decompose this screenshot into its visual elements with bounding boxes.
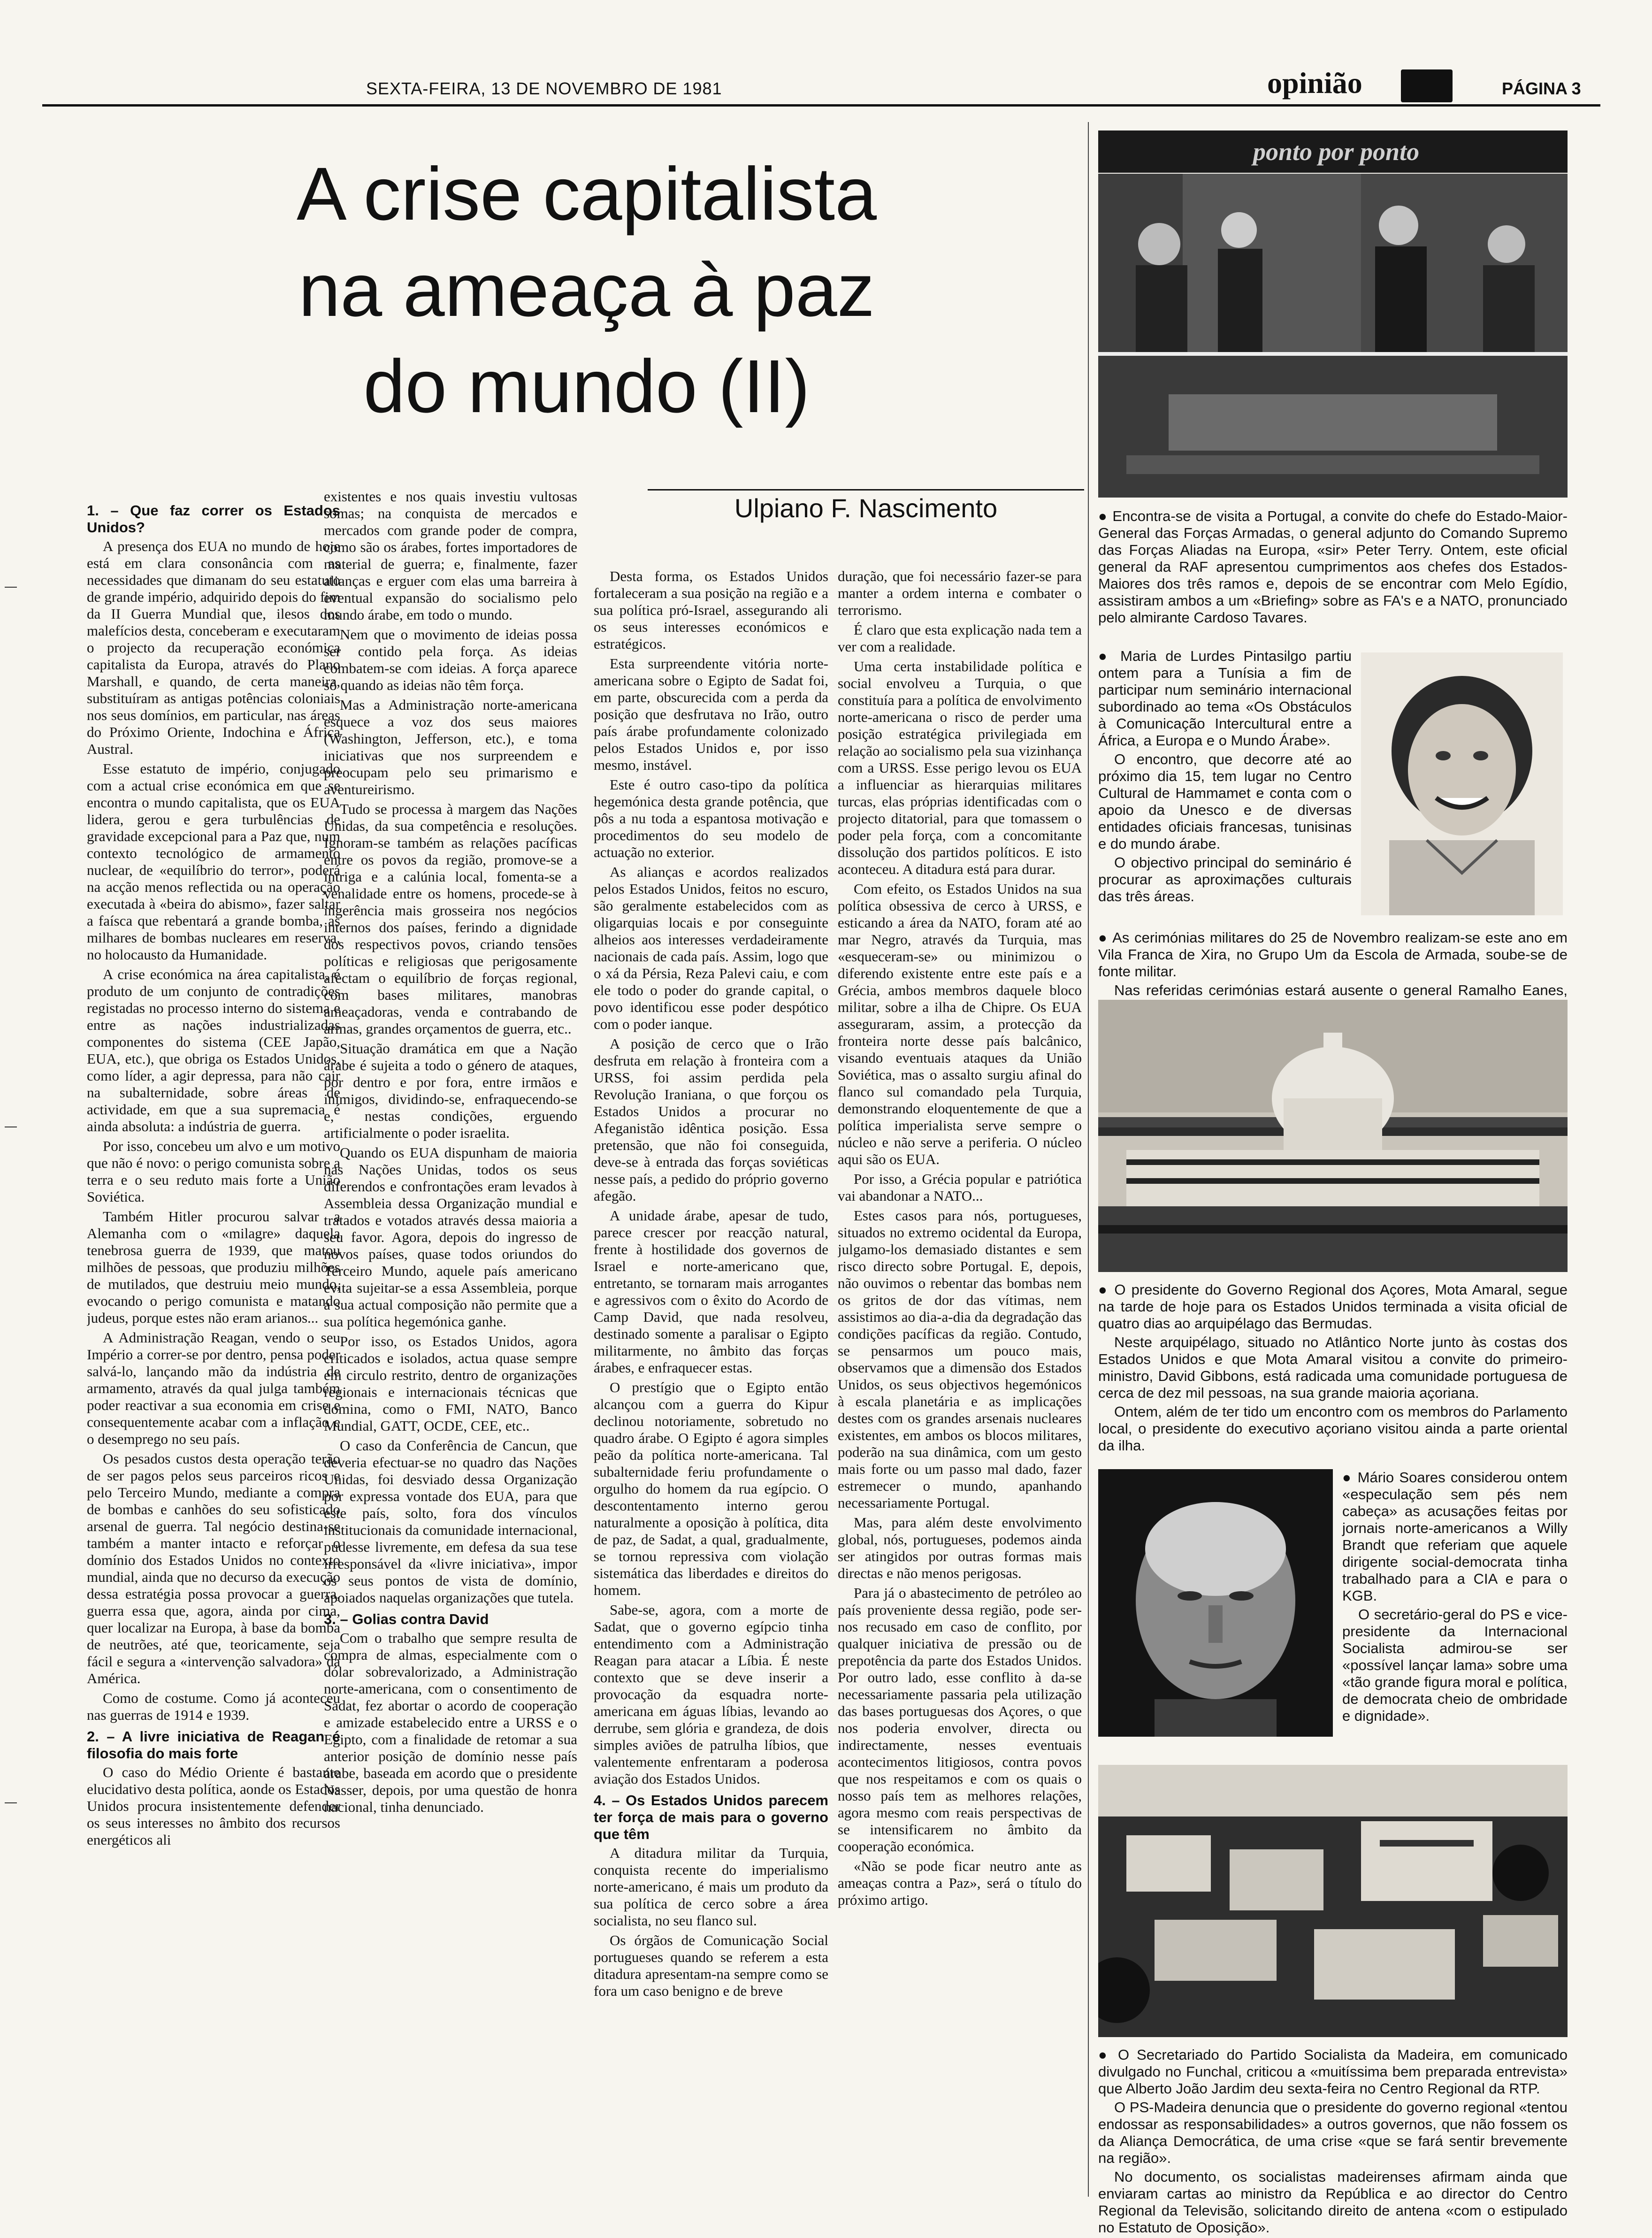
item-text: Neste arquipélago, situado no Atlântico Norte junto às costas dos Estados Unidos e que Mota Amaral visitou a convite do primeiro-ministro, David Gibbons, está radicada uma comunidade portuguesa de cerca de dez mil pessoas, na sua grande maioria açoriana. (1098, 1334, 1568, 1401)
madeira-image (1098, 1765, 1568, 2037)
paragraph: O caso da Conferência de Cancun, que deveria efectuar-se no quadro das Nações Unidas, foi desviado dessa Organização por expressa vontade dos EUA, para que este país, solto, fora dos vínculos institucionais da comunidade internacional, pudesse livremente, em defesa da sua tese irresponsável da «livre iniciativa», impor os seus pontos de vista de domínio, apoiados naquelas organizações que tutela. (324, 1437, 577, 1606)
paragraph: duração, que foi necessário fazer-se para manter a ordem interna e combater o terrorismo. (838, 568, 1082, 618)
item-text: ● Mário Soares considerou ontem «especulação sem pés nem cabeça» as acusações feitas por jornais norte-americanos a Willy Brandt que referiam que aquele dirigente social-democrata tinha trabalhado para a CIA e para o KGB. (1342, 1469, 1568, 1604)
paragraph: existentes e nos quais investiu vultosas somas; na conquista de mercados e mercados com grande poder de compra, como são os árabes, fortes importadores de material de guerra; e, finalmente, fazer alianças e erguer com elas uma barreira à eventual expansão do socialismo pelo mundo árabe, em todo o mundo. (324, 488, 577, 623)
paragraph: Mas a Administração norte-americana esquece a voz dos seus maiores (Washington, Jefferson, etc.), e toma iniciativas que nos surpreendem e preocupam pelo seu primarismo e aventureirismo. (324, 697, 577, 797)
news-item-ps-madeira (1098, 2046, 1568, 2238)
item-text: ● O Secretariado do Partido Socialista da Madeira, em comunicado divulgado no Funchal, criticou a «muitíssima bem preparada entrevista» que Alberto João Jardim deu sexta-feira no Centro Regional da RTP. (1098, 2046, 1568, 2097)
article-column-3 (594, 568, 828, 2192)
paragraph: Desta forma, os Estados Unidos fortaleceram a sua posição na região e a sua política pró-Israel, assegurando ali os seus interesses económicos e estratégicos. (594, 568, 828, 652)
item-text: O PS-Madeira denuncia que o presidente do governo regional «tentou endossar as responsabilidades» a outros governos, que não fossem os da Aliança Democrática, de uma crise «que se fará sentir brevemente na região». (1098, 2099, 1568, 2166)
sidebar-banner (1098, 130, 1568, 173)
paragraph: Com efeito, os Estados Unidos na sua política obsessiva de cerco à URSS, e esticando a área da NATO, foram até ao mar Negro, através da Turquia, mas «esqueceram-se» ou minimizou o diferendo existente entre este país e a Grécia, ambos membros daquele bloco militar, sobre a ilha de Chipre. Os EUA asseguraram, assim, a protecção da fronteira norte desse país balcânico, visando eventuais ataques da União Soviética, mas o assalto surgiu afinal do flanco sul comandado pela Turquia, demonstrando eloquentemente de que a política imperialista serve sempre o núcleo e não serve a periferia. O núcleo aqui são os EUA. (838, 881, 1082, 1167)
paragraph: A presença dos EUA no mundo de hoje está em clara consonância com as necessidades que dimanam do seu estatuto de grande império, adquirido depois do fim da II Guerra Mundial que, ilesos dos malefícios desta, conceberam e executaram o projecto da recuperação económica capitalista da Europa, através do Plano Marshall, e quando, de certa maneira, substituíram as antigas potências coloniais nos seus domínios, em particular, nas áreas do Próximo Oriente, Indochina e África Austral. (87, 538, 340, 757)
article-byline: Ulpiano F. Nascimento (734, 493, 998, 523)
margin-mark (5, 587, 17, 588)
section-heading: 2. – A livre iniciativa de Reagan é filosofia do mais forte (87, 1728, 340, 1762)
paragraph: A crise económica na área capitalista, é produto de um conjunto de contradições registadas no processo interno do sistema e entre as nações industrializadas componentes do sistema (CEE Japão, EUA, etc.), que obriga os Estados Unidos, como líder, a agir depressa, para não cair na subalternidade, sobre áreas de actividade, em que a sua supremacia é ainda absoluta: a indústria de guerra. (87, 966, 340, 1134)
paragraph: Situação dramática em que a Nação árabe é sujeita a todo o género de ataques, por dentro e por fora, entre irmãos e inimigos, dividindo-se, enfraquecendo-se e, nestas condições, erguendo artificialmente o poder israelita. (324, 1040, 577, 1141)
page-number: PÁGINA 3 (1502, 79, 1581, 98)
photo-military-meeting (1098, 174, 1568, 498)
brandt-portrait-image (1098, 1469, 1333, 1737)
item-text: No documento, os socialistas madeirenses afirmam ainda que enviaram cartas ao ministro da República e ao director do Centro Regional da Televisão, solicitando direito de antena «com o estipulado no Estatuto de Oposição». (1098, 2169, 1568, 2236)
brand-logo-icon (1401, 69, 1453, 102)
item-text: O secretário-geral do PS e vice-presidente da Internacional Socialista admirou-se ser «possível lançar lama» sobre uma «tão grande figura moral e política, de democrata cheio de ombridade e dignidade». (1342, 1606, 1568, 1724)
portrait-image (1361, 652, 1563, 915)
article-column-4 (838, 568, 1082, 2192)
item-text: Ontem, além de ter tido um encontro com os membros do Parlamento local, o presidente do executivo açoriano visitou ainda a parte oriental da ilha. (1098, 1403, 1568, 1454)
paragraph: Com o trabalho que sempre resulta de compra de almas, especialmente com o dólar sobrevalorizado, a Administração norte-americana, com o consentimento de Sadat, fez abortar o acordo de cooperação e amizade estabelecido entre a URSS e o Egipto, com a finalidade de retomar a sua anterior posição de domínio nesse país árabe, baseada em acordo que o presidente Nasser, depois, por uma questão de honra nacional, tinha denunciado. (324, 1630, 577, 1815)
paragraph: Este é outro caso-tipo da política hegemónica desta grande potência, que pôs a nu toda a espantosa motivação e procedimentos do seu modelo de actuação no exterior. (594, 776, 828, 860)
item-text: O encontro, que decorre até ao próximo dia 15, tem lugar no Centro Cultural de Hammamet e conta com o apoio da Unesco e de diversas entidades oficiais francesas, tunisinas e do mundo árabe. (1098, 751, 1352, 852)
headline-line: na ameaça à paz (298, 248, 875, 332)
item-text: ● As cerimónias militares do 25 de Novembro realizam-se este ano em Vila Franca de Xira, no Grupo Um da Escola de Armada, soube-se de fonte militar. (1098, 929, 1568, 980)
item-text: ● O presidente do Governo Regional dos Açores, Mota Amaral, segue na tarde de hoje para os Estados Unidos terminada a visita oficial de quatro dias ao arquipélago das Bermudas. (1098, 1281, 1568, 1332)
news-item-pintasilgo (1098, 648, 1352, 907)
paragraph: Para já o abastecimento de petróleo ao país proveniente dessa região, pode ser-nos recusado em caso de conflito, por qualquer iniciativa de pressão ou de prepotência da parte dos Estados Unidos. Por outro lado, esse conflito à da-se necessariamente passaria pela utilização das bases portuguesas dos Açores, o que nos poderia envolver, directa ou indirectamente, nesses eventuais acontecimentos litigiosos, contra povos que nos respeitamos e com os quais o nosso país tem as melhores relações, agora mesmo com reais perspectivas de se intensificarem no âmbito da cooperação económica. (838, 1585, 1082, 1855)
news-item-peter-terry (1098, 508, 1568, 628)
paragraph: Estes casos para nós, portugueses, situados no extremo ocidental da Europa, julgamo-los demasiado distantes e sem risco directo sobre Portugal. E, depois, não ouvimos o rebentar das bombas nem os gritos de dor das vítimas, nem assistimos ao dia-a-dia da degradação das condições pacíficas da região. Contudo, se pensarmos um pouco mais, observamos que a dimensão dos Estados Unidos, os seus objectivos hegemónicos à escala planetária e as implicações destes com os grandes arsenais nucleares existentes, em ambos os blocos militares, poderão na sua dinâmica, com um gesto mais forte ou um passo mal dado, fazer estremecer o mundo, apanhando necessariamente Portugal. (838, 1207, 1082, 1511)
paragraph: Esta surpreendente vitória norte-americana sobre o Egipto de Sadat foi, em parte, obscurecida com a perda da posição que desfrutava no Irão, outro país árabe profundamente colonizado pelos Estados Unidos e, por isso mesmo, instável. (594, 655, 828, 773)
item-text: ● Maria de Lurdes Pintasilgo partiu ontem para a Tunísia a fim de participar num seminário internacional subordinado ao tema «Os Obstáculos à Comunicação Intercultural entre a África, a Europa e o Mundo Árabe». (1098, 648, 1352, 749)
issue-date: SEXTA-FEIRA, 13 DE NOVEMBRO DE 1981 (366, 79, 722, 98)
paragraph: Como de costume. Como já aconteceu nas guerras de 1914 e 1939. (87, 1690, 340, 1723)
photo-madeira-hillside (1098, 1765, 1568, 2037)
paragraph: Também Hitler procurou salvar a Alemanha com o «milagre» daquela tenebrosa guerra de 1939, que matou milhões de pessoas, que produziu milhões de mutilados, que destruiu meio mundo, evocando o perigo comunista e matando judeus, porque estes não eram arianos... (87, 1208, 340, 1326)
column-divider (1088, 122, 1089, 2197)
paragraph: Os órgãos de Comunicação Social portugueses quando se referem a esta ditadura apresentam-na sempre como se fora um caso benigno e de breve (594, 1932, 828, 1999)
header-rule (42, 104, 1600, 107)
item-text: O objectivo principal do seminário é procurar as aproximações culturais das três áreas. (1098, 854, 1352, 904)
paragraph: A posição de cerco que o Irão desfruta em relação à fronteira com a URSS, foi assim perdida pela Revolução Iraniana, o que forçou os Estados Unidos a procurar no Afeganistão idêntica posição. Essa pretensão, que não foi conseguida, deve-se à entrada das forças soviéticas nesse país, a pedido do próprio governo afegão. (594, 1035, 828, 1204)
item-text: ● Encontra-se de visita a Portugal, a convite do chefe do Estado-Maior-General das Forças Armadas, o general adjunto do Comando Supremo das Forças Aliadas na Europa, «sir» Peter Terry. Ontem, este oficial general da RAF apresentou cumprimentos aos chefes dos Estados-Maiores dos três ramos e, depois de se encontrar com Melo Egídio, assistiram ambos a um «Briefing» sobre as FA's e a NATO, pronunciado pelo almirante Cardoso Tavares. (1098, 508, 1568, 626)
photo-capitol-building (1098, 1000, 1568, 1272)
paragraph: Quando os EUA dispunham de maioria nas Nações Unidas, todos os seus diferendos e confrontações eram levados à Assembleia dessa Organização mundial e tratados e votados através dessa maioria a seu favor. Agora, depois do ingresso de novos países, quase todos oriundos do Terceiro Mundo, aquele país americano evita sujeitar-se a essa Assembleia, porque a sua actual composição não permite que a sua política hegemónica ganhe. (324, 1144, 577, 1330)
paragraph: A Administração Reagan, vendo o seu Império a correr-se por dentro, pensa poder salvá-lo, lançando mão da indústria de armamento, através da qual julga também poder reactivar a sua economia em crise e consequentemente acabar com a inflação e o desemprego no seu país. (87, 1329, 340, 1447)
news-item-mario-soares (1342, 1469, 1568, 1726)
byline-rule (648, 489, 1084, 491)
photo-portrait-pintasilgo (1361, 652, 1563, 915)
paragraph: Por isso, concebeu um alvo e um motivo que não é novo: o perigo comunista sobre a terra e o seu reduto mais forte a União Soviética. (87, 1138, 340, 1205)
paragraph: Tudo se processa à margem das Nações Unidas, da sua competência e resoluções. Ignoram-se também as relações pacíficas entre os povos da região, promove-se a intriga e a calúnia local, fomenta-se a venalidade entre os homens, procede-se à ingerência mais grosseira nos negócios internos dos países, ferindo a dignidade dos respectivos povos, criando tensões políticas e religiosas que perigosamente afectam o equilíbrio de forças regional, com bases militares, manobras ameaçadoras, venda e contrabando de armas, grandes orçamentos de guerra, etc.. (324, 801, 577, 1037)
capitol-image (1098, 1000, 1568, 1272)
photo-portrait-willy-brandt (1098, 1469, 1333, 1737)
headline-line: do mundo (II) (363, 344, 810, 428)
paragraph: «Não se pode ficar neutro ante as ameaças contra a Paz», será o título do próximo artigo. (838, 1858, 1082, 1908)
meeting-photo-image (1098, 174, 1568, 498)
paragraph: Sabe-se, agora, com a morte de Sadat, que o governo egípcio tinha entendimento com a Administração Reagan para atacar a Líbia. É neste contexto que se deve inserir a provocação da esquadra norte-americana em águas líbias, levando ao derrube, sem glória e grandeza, de dois simples aviões de patrulha líbios, que valentemente enfrentaram a poderosa aviação dos Estados Unidos. (594, 1602, 828, 1787)
paragraph: A ditadura militar da Turquia, conquista recente do imperialismo norte-americano, é mais um produto da sua política de cerco sobre a área socialista, no seu flanco sul. (594, 1845, 828, 1929)
article-column-2 (324, 488, 577, 2187)
section-heading: 3. – Golias contra David (324, 1611, 489, 1627)
paragraph: Esse estatuto de império, conjugado com a actual crise económica em que se encontra o mundo capitalista, que os EUA lidera, gerou e gera turbulências de gravidade excepcional para a Paz que, num contexto tecnológico de armamento nuclear, de «equilíbrio do terror», poderá na acção menos reflectida ou na operação executada à «beira do abismo», fazer saltar a faísca que rebentará a grande bomba, as milhares de bombas nucleares em reserva, no holocausto da Humanidade. (87, 760, 340, 963)
paragraph: Por isso, a Grécia popular e patriótica vai abandonar a NATO... (838, 1171, 1082, 1204)
paragraph: O prestígio que o Egipto então alcançou com a guerra do Kipur declinou notoriamente, sobretudo no quadro árabe. O Egipto é agora simples peão da política norte-americana. Tal subalternidade feriu profundamente o orgulho do homem da rua egípcio. O descontentamento interno gerou naturalmente a oposição à política, dita de paz, de Sadat, a qual, gradualmente, se tornou repressiva com violação sistemática das liberdades e direitos do homem. (594, 1379, 828, 1598)
paragraph: As alianças e acordos realizados pelos Estados Unidos, feitos no escuro, são geralmente estabelecidos com as oligarquias locais e por conseguinte alheios aos interesses verdadeiramente nacionais de cada país. Assim, logo que o xá da Pérsia, Reza Palevi caiu, e com ele todo o poder do grande capital, o povo identificou esse poder despótico com o poder ianque. (594, 864, 828, 1032)
paragraph: Mas, para além deste envolvimento global, nós, portugueses, podemos ainda ser atingidos por outras formas mais directas e não menos perigosas. (838, 1514, 1082, 1581)
paragraph: O caso do Médio Oriente é bastante elucidativo desta política, aonde os Estados Unidos procura insistentemente defender os seus interesses no âmbito dos recursos energéticos ali (87, 1764, 340, 1848)
section-heading: 1. – Que faz correr os Estados Unidos? (87, 502, 340, 536)
section-brand: opinião (1267, 66, 1362, 100)
paragraph: Por isso, os Estados Unidos, agora criticados e isolados, actua quase sempre em circulo restrito, dentro de organizações regionais e internacionais técnicas que domina, como o FMI, NATO, Banco Mundial, GATT, OCDE, CEE, etc.. (324, 1333, 577, 1434)
article-headline (188, 146, 986, 434)
item-text: Nas referidas cerimónias estará ausente o general Ramalho Eanes, (1114, 982, 1568, 998)
paragraph: Nem que o movimento de ideias possa ser contido pela força. As ideias combatem-se com ideias. A força aparece só quando as ideias não têm força. (324, 626, 577, 693)
paragraph: Uma certa instabilidade política e social envolveu a Turquia, o que constituía para a política de envolvimento norte-americana o risco de perder uma posição estratégica privilegiada em relação ao socialismo pela sua vizinhança com a URSS. Esse perigo levou os EUA a influenciar as hierarquias militares turcas, elas próprias identificadas com o projecto ditatorial, para que tomassem o poder pela força, com a concomitante dissolução dos partidos políticos. E isto aconteceu. A ditadura está para durar. (838, 658, 1082, 877)
article-column-1 (87, 498, 340, 2187)
page-header (0, 0, 1652, 108)
headline-line: A crise capitalista (296, 152, 877, 236)
news-item-mota-amaral (1098, 1281, 1568, 1456)
section-heading: 4. – Os Estados Unidos parecem ter força de mais para o governo que têm (594, 1792, 828, 1842)
margin-mark (5, 1802, 17, 1803)
sidebar-banner-title: ponto por ponto (1253, 138, 1420, 166)
paragraph: Os pesados custos desta operação terão de ser pagos pelos seus parceiros ricos e pelo Terceiro Mundo, mediante a compra de bombas e canhões do seu sofisticado arsenal de guerra. Tal negócio destina-se também a manter intacto e reforçar o domínio dos Estados Unidos no contexto mundial, ainda que no decurso da execução dessa estratégia possa provocar a guerra, guerra essa que, agora, ainda por cima, quer localizar na Europa, à base da bomba de neutrões, até que, teoricamente, seja fácil e segura a «intervenção salvadora» da América. (87, 1450, 340, 1686)
paragraph: É claro que esta explicação nada tem a ver com a realidade. (838, 621, 1082, 655)
paragraph: A unidade árabe, apesar de tudo, parece crescer por reacção natural, frente à hostilidade dos governos de Israel e norte-americano que, entretanto, se tornaram mais arrogantes e agressivos com o êxito do Acordo de Camp David, que nada resolveu, destinado somente a paralisar o Egipto militarmente, no âmbito das forças árabes, e enfraquecer estas. (594, 1207, 828, 1376)
